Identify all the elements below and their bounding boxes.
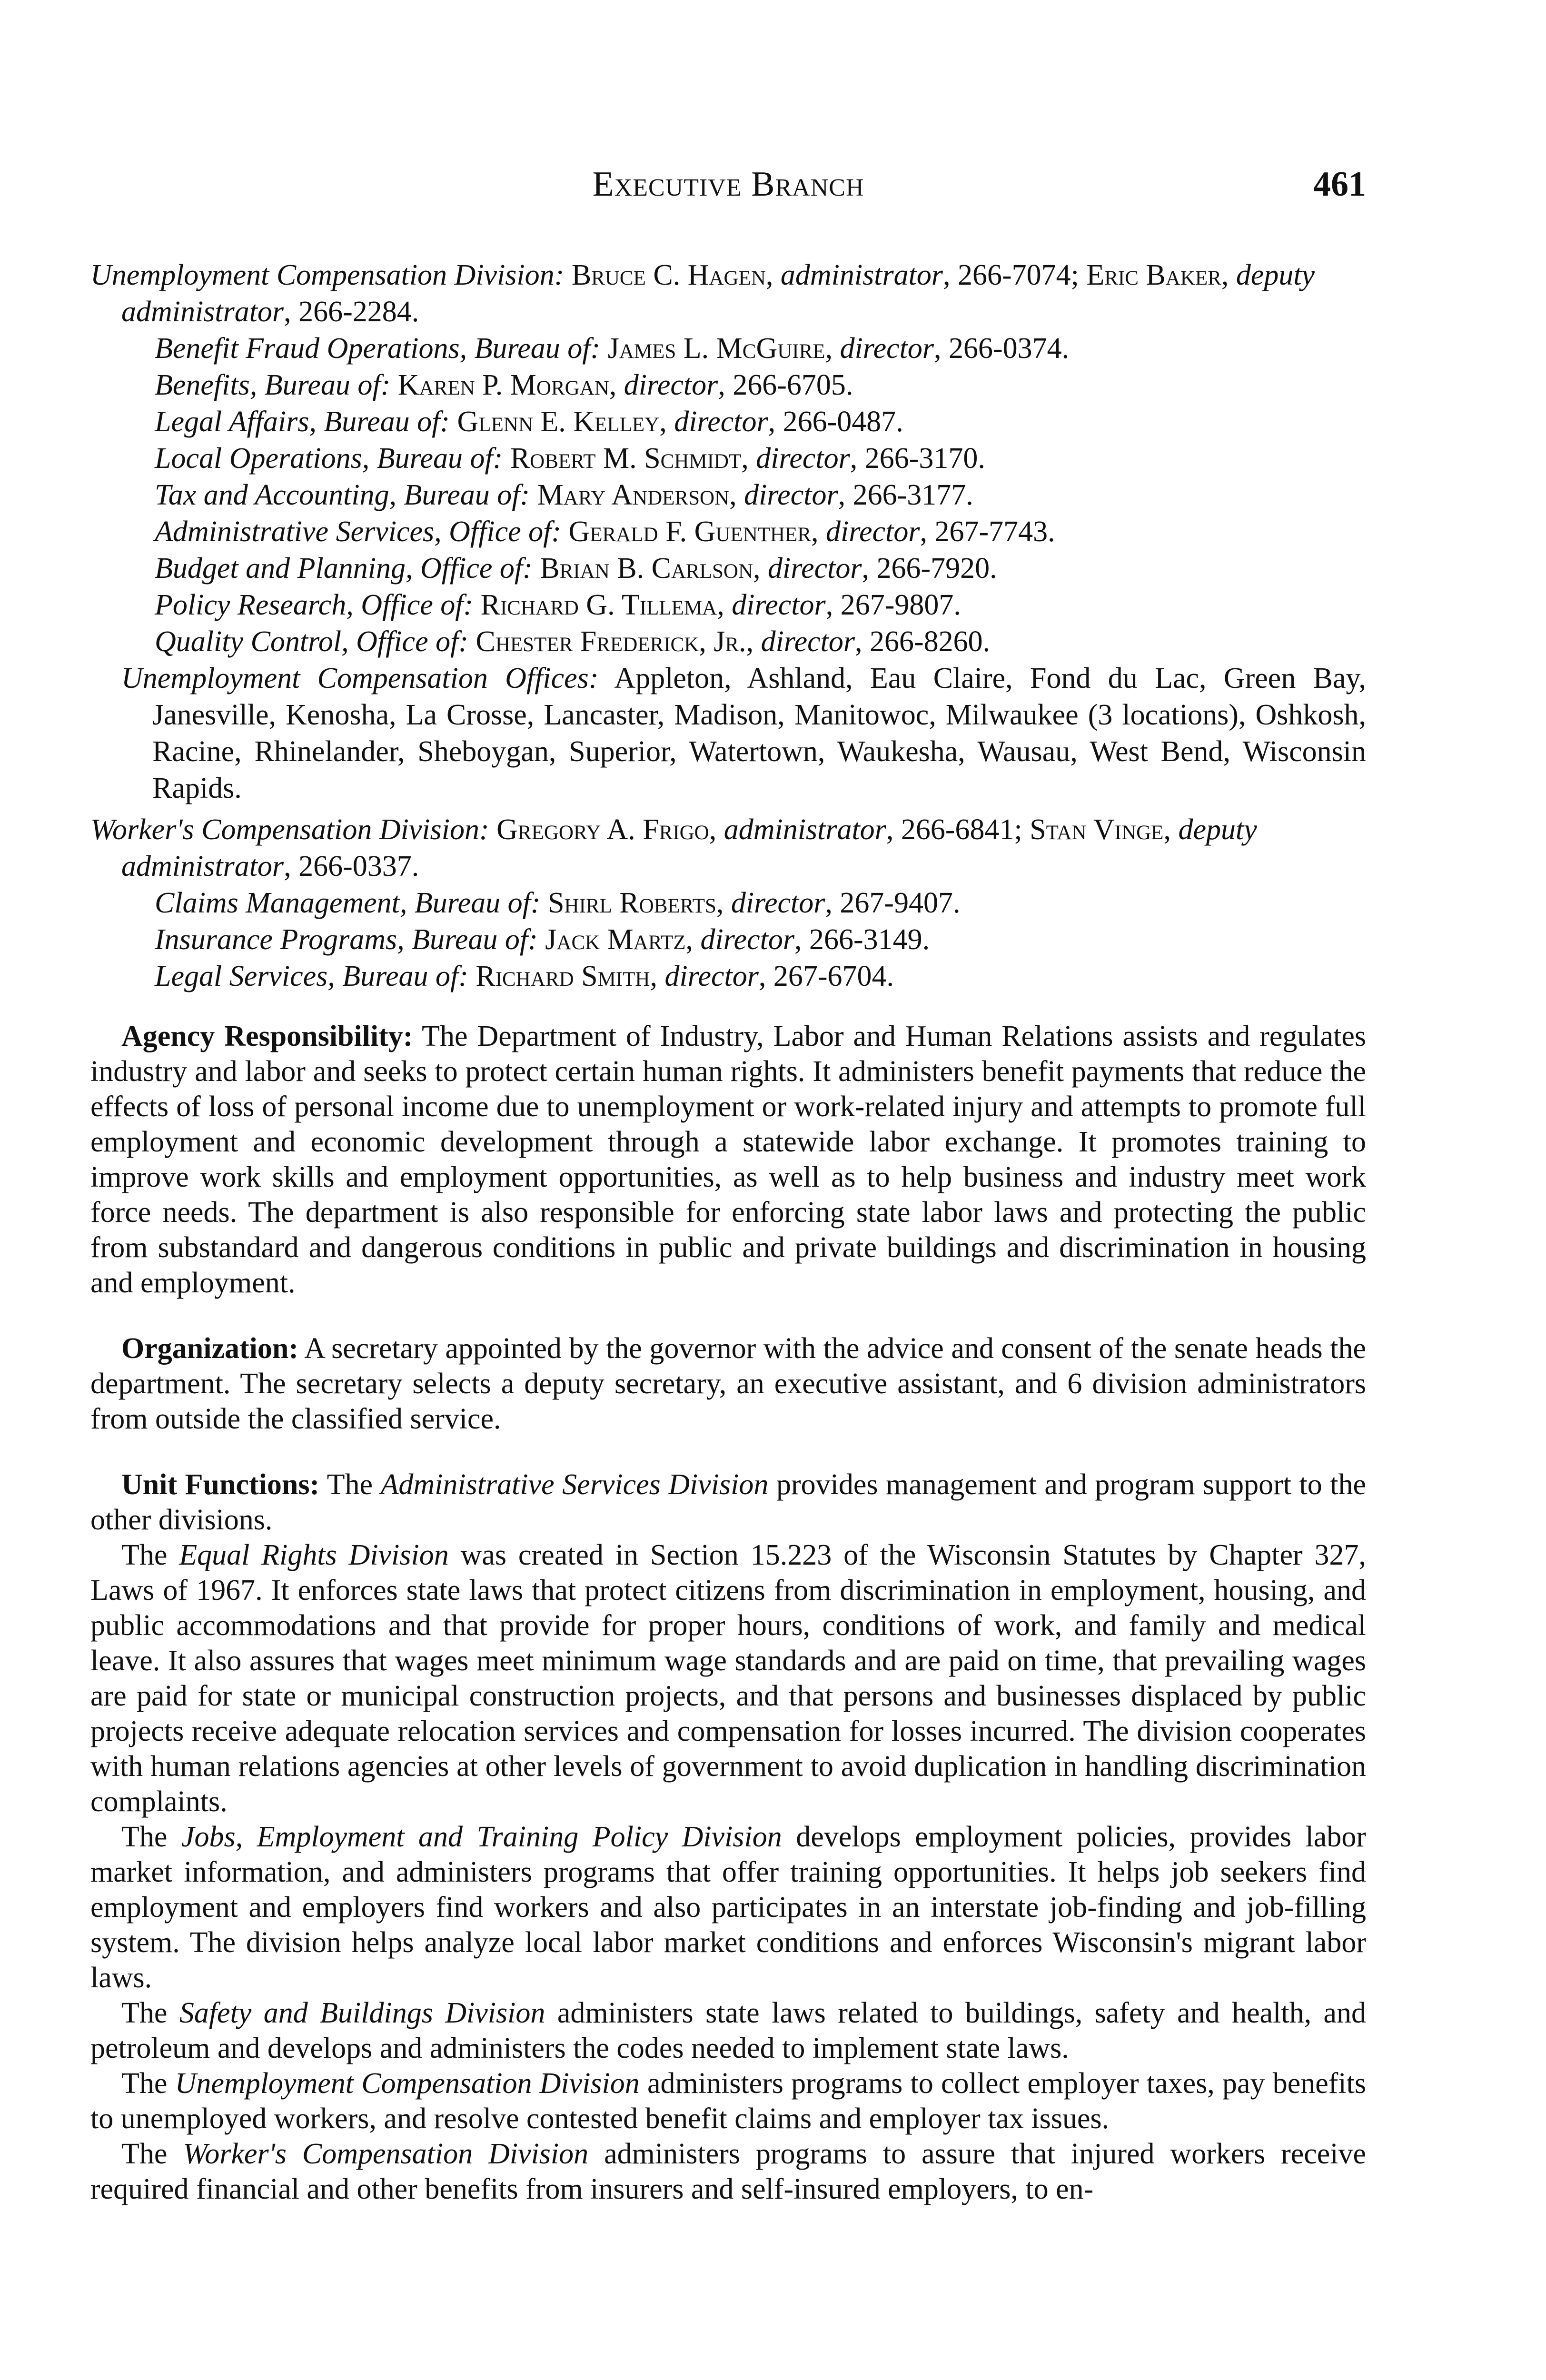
wc-admin-name: Gregory A. Frigo [496,813,709,846]
bureau-unit: Benefit Fraud Operations, Bureau of: [155,332,601,365]
uc-bureau-entry: Policy Research, Office of: Richard G. Tillema, director, 267-9807. [155,589,961,621]
bureau-phone: 266-7920. [876,552,997,585]
bureau-phone: 266-6705. [733,369,853,401]
division-name: Safety and Buildings Division [179,1997,545,2029]
uc-bureau-entry: Administrative Services, Office of: Gerald F. Guenther, director, 267-7743. [155,516,1055,548]
bureau-director-name: Robert M. Schmidt [510,442,742,475]
wc-directory [90,812,1366,995]
bureau-director-name: Gerald F. Guenther [568,516,812,548]
uc-bureau-entry: Benefit Fraud Operations, Bureau of: James L. McGuire, director, 266-0374. [155,332,1070,365]
bureau-director-name: Richard Smith [476,960,650,992]
text-run: administers programs to assure that injured workers receive required financial and other benefits from insurers and self-insured employers, to en- [90,2138,1367,2205]
bureau-phone: 266-8260. [870,625,991,658]
bureau-unit: Policy Research, Office of: [155,589,474,621]
text-run: administers state laws related to buildings, safety and health, and petroleum and develops and administers the codes needed to implement state laws. [90,1997,1367,2064]
wc-admin-title: administrator [723,813,886,846]
organization-paragraph [90,1331,1366,1437]
page-number: 461 [1313,165,1366,204]
text-run: The [121,1997,168,2029]
bureau-director-title: director [840,332,934,365]
text-run: The [121,2138,168,2170]
bureau-unit: Legal Services, Bureau of: [155,960,468,992]
bureau-director-title: director [700,923,794,956]
text-run: develops employment policies, provides labor market information, and administers programs that offer training opportunities. It helps job seekers find employment and employers find workers and also participates in an interstate job-finding and job-filling system. The division helps analyze local labor market conditions and enforces Wisconsin's migrant labor laws. [90,1821,1367,1994]
uc-bureau-entry: Tax and Accounting, Bureau of: Mary Anderson, director, 266-3177. [155,479,973,511]
bureau-phone: 267-9407. [840,887,961,919]
bureau-director-title: director [731,887,825,919]
division-name: Unemployment Compensation Division [175,2067,640,2100]
bureau-director-title: director [744,479,838,511]
wc-bureau-entry: Legal Services, Bureau of: Richard Smith, director, 267-6704. [155,960,894,992]
bureau-director-name: Brian B. Carlson [540,552,753,585]
bureau-director-title: director [732,589,826,621]
division-name: Administrative Services Division [380,1468,769,1501]
bureau-director-title: director [768,552,862,585]
bureau-director-name: James L. McGuire [607,332,825,365]
division-name: Equal Rights Division [179,1539,449,1571]
bureau-unit: Local Operations, Bureau of: [155,442,503,475]
uc-offices-entry [90,660,1366,807]
wc-admin-phone: 266-6841; [901,813,1022,846]
unit-functions-label: Unit Functions: [121,1468,320,1501]
uc-admin-phone: 266-7074; [957,259,1079,291]
bureau-director-name: Shirl Roberts [547,887,716,919]
bureau-phone: 266-0374. [949,332,1070,365]
bureau-director-title: director [761,625,855,658]
bureau-unit: Budget and Planning, Office of: [155,552,533,585]
bureau-unit: Legal Affairs, Bureau of: [155,406,450,438]
division-name: Jobs, Employment and Training Policy Division [181,1821,782,1853]
agency-text: The Department of Industry, Labor and Human Relations assists and regulates industry and labor and seeks to protect certain human rights. It administers benefit payments that reduce the effects of loss of personal income due to unemployment or work-related injury and attempts to promote full employment and economic development through a statewide labor exchange. It promotes training to improve work skills and employment opportunities, as well as to help business and industry meet work force needs. The department is also responsible for enforcing state labor laws and protecting the public from substandard and dangerous conditions in public and private buildings and discrimination in housing and employment. [90,1020,1366,1299]
unit-functions-paragraph-4 [90,1995,1366,2066]
bureau-director-title: director [756,442,850,475]
text-run: The [121,2067,168,2100]
uc-admin-name: Bruce C. Hagen [571,259,766,291]
uc-offices-label: Unemployment Compensation Offices: [121,662,599,694]
bureau-phone: 267-7743. [934,516,1055,548]
bureau-phone: 267-6704. [773,960,894,992]
uc-bureau-entry: Benefits, Bureau of: Karen P. Morgan, director, 266-6705. [155,369,853,401]
text-run: The [121,1821,168,1853]
text-run: was created in Section 15.223 of the Wisconsin Statutes by Chapter 327, Laws of 1967. It enforces state laws that protect citizens from discrimination in employment, housing, and public accommodations and that provide for proper hours, conditions of work, and family and medical leave. It also assures that wages meet minimum wage standards and are paid on time, that prevailing wages are paid for state or municipal construction projects, and that persons and businesses displaced by public projects receive adequate relocation services and compensation for losses incurred. The division cooperates with human relations agencies at other levels of government to avoid duplication in handling discrimination complaints. [90,1539,1367,1818]
text-run: The [121,1539,168,1571]
uc-directory [90,257,1366,807]
bureau-director-name: Mary Anderson [537,479,730,511]
uc-deputy-title: deputy administrator [121,259,1315,328]
bureau-unit: Quality Control, Office of: [155,625,468,658]
bureau-director-name: Richard G. Tillema [480,589,717,621]
uc-division-entry: Unemployment Compensation Division: Bruce C. Hagen, administrator, 266-7074; Eric Baker, deputy administrator, 266-2284. [90,259,1315,328]
unit-functions-paragraph-1 [90,1467,1366,1537]
wc-deputy-title: deputy administrator [121,813,1257,883]
unit-functions-paragraph-6 [90,2136,1366,2207]
uc-bureau-entry: Quality Control, Office of: Chester Frederick, Jr., director, 266-8260. [155,625,991,658]
bureau-director-name: Jack Martz [545,923,686,956]
uc-admin-title: administrator [780,259,943,291]
bureau-director-title: director [674,406,768,438]
bureau-unit: Tax and Accounting, Bureau of: [155,479,530,511]
bureau-phone: 266-0487. [783,406,903,438]
uc-deputy-phone: 266-2284. [298,296,419,328]
wc-deputy-phone: 266-0337. [298,850,419,883]
bureau-director-name: Glenn E. Kelley [457,406,660,438]
body-text [90,1019,1366,2207]
uc-offices-list: Appleton, Ashland, Eau Claire, Fond du Lac, Green Bay, Janesville, Kenosha, La Crosse, Lancaster, Madison, Manitowoc, Milwaukee (3 locations), Oshkosh, Racine, Rhinelander, Sheboygan, Superior, Watertown, Waukesha, Wausau, West Bend, Wisconsin Rapids. [152,662,1366,804]
division-name: Worker's Compensation Division [183,2138,589,2170]
unit-functions-paragraph-3 [90,1819,1366,1995]
organization-text: A secretary appointed by the governor with the advice and consent of the senate heads the department. The secretary selects a deputy secretary, an executive assistant, and 6 division administrators from outside the classified service. [90,1332,1366,1435]
uc-deputy-name: Eric Baker [1086,259,1221,291]
running-head [90,164,1366,207]
bureau-unit: Administrative Services, Office of: [155,516,561,548]
bureau-director-name: Karen P. Morgan [397,369,609,401]
text-run: provides management and program support to the other divisions. [90,1468,1367,1536]
wc-division-entry: Worker's Compensation Division: Gregory A. Frigo, administrator, 266-6841; Stan Vinge, deputy administrator, 266-0337. [90,813,1257,883]
bureau-phone: 266-3149. [809,923,930,956]
organization-label: Organization: [121,1332,298,1365]
running-title: Executive Branch [592,165,864,204]
uc-bureau-entry: Budget and Planning, Office of: Brian B. Carlson, director, 266-7920. [155,552,997,585]
wc-heading: Worker's Compensation Division: [90,813,489,846]
bureau-director-title: director [826,516,920,548]
agency-label: Agency Responsibility: [121,1020,413,1052]
wc-deputy-name: Stan Vinge [1030,813,1164,846]
uc-bureau-entry: Local Operations, Bureau of: Robert M. Schmidt, director, 266-3170. [155,442,985,475]
text-run: The [327,1468,373,1501]
bureau-phone: 267-9807. [840,589,961,621]
unit-functions-paragraph-2 [90,1537,1366,1819]
bureau-unit: Claims Management, Bureau of: [155,887,541,919]
bureau-unit: Benefits, Bureau of: [155,369,391,401]
bureau-director-title: director [664,960,759,992]
uc-bureau-entry: Legal Affairs, Bureau of: Glenn E. Kelley, director, 266-0487. [155,406,903,438]
bureau-director-name: Chester Frederick, Jr. [476,625,746,658]
wc-bureau-entry: Insurance Programs, Bureau of: Jack Martz, director, 266-3149. [155,923,930,956]
agency-responsibility-paragraph [90,1019,1366,1300]
unit-functions-paragraph-5 [90,2066,1366,2136]
bureau-phone: 266-3177. [852,479,973,511]
text-run: administers programs to collect employer taxes, pay benefits to unemployed workers, and resolve contested benefit claims and employer tax issues. [90,2067,1367,2135]
bureau-phone: 266-3170. [864,442,985,475]
wc-bureau-entry: Claims Management, Bureau of: Shirl Roberts, director, 267-9407. [155,887,961,919]
bureau-unit: Insurance Programs, Bureau of: [155,923,538,956]
uc-heading: Unemployment Compensation Division: [90,259,565,291]
bureau-director-title: director [624,369,718,401]
